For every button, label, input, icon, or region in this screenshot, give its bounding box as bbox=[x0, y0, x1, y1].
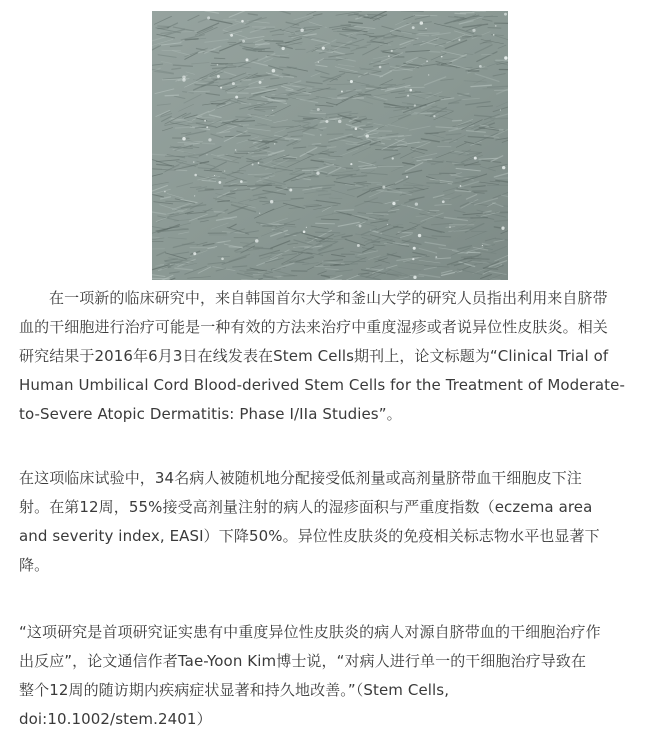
bright-cell-spot bbox=[258, 162, 260, 164]
bright-cell-spot bbox=[193, 161, 195, 163]
bright-cell-spot bbox=[204, 120, 206, 122]
bright-cell-spot bbox=[458, 39, 460, 41]
bright-cell-spot bbox=[206, 154, 207, 155]
bright-cell-spot bbox=[500, 110, 501, 111]
cell-fiber bbox=[256, 44, 270, 45]
bright-cell-spot bbox=[235, 96, 238, 99]
bright-cell-spot bbox=[412, 258, 414, 260]
bright-cell-spot bbox=[493, 34, 495, 36]
paragraph-line: doi:10.1002/stem.2401） bbox=[19, 710, 212, 728]
cell-fiber bbox=[324, 265, 345, 266]
article-paragraph-1 bbox=[19, 284, 641, 458]
bright-cell-spot bbox=[182, 75, 185, 78]
bright-cell-spot bbox=[303, 230, 306, 233]
paragraph-line: 研究结果于2016年6月3日在线发表在Stem Cells期刊上，论文标题为“Clinical Trial of bbox=[19, 347, 609, 365]
paragraph-line: 射。在第12周，55%接受高剂量注射的病人的湿疹面积与严重度指数（eczema area bbox=[19, 498, 593, 516]
cell-fiber bbox=[495, 90, 508, 91]
bright-cell-spot bbox=[232, 82, 235, 85]
bright-cell-spot bbox=[449, 226, 451, 228]
bright-cell-spot bbox=[259, 213, 260, 214]
bright-cell-spot bbox=[206, 126, 208, 128]
paragraph-line: “这项研究是首项研究证实患有中重度异位性皮肤炎的病人对源自脐带血的干细胞治疗作 bbox=[19, 623, 601, 641]
bright-cell-spot bbox=[255, 239, 259, 243]
bright-cell-spot bbox=[241, 20, 244, 23]
article-paragraph-2 bbox=[19, 464, 641, 580]
bright-cell-spot bbox=[460, 185, 462, 187]
bright-cell-spot bbox=[270, 200, 273, 203]
cell-fiber bbox=[316, 223, 335, 224]
bright-cell-spot bbox=[220, 87, 222, 89]
bright-cell-spot bbox=[214, 175, 215, 176]
cell-fiber bbox=[291, 198, 303, 199]
paragraph-line: 血的干细胞进行治疗可能是一种有效的方法来治疗中重度湿疹或者说异位性皮肤炎。相关 bbox=[19, 318, 608, 336]
bright-cell-spot bbox=[221, 257, 224, 260]
bright-cell-spot bbox=[366, 134, 369, 137]
cell-fiber bbox=[344, 261, 366, 262]
bright-cell-spot bbox=[240, 180, 243, 183]
bright-cell-spot bbox=[193, 252, 196, 255]
bright-cell-spot bbox=[420, 21, 423, 24]
bright-cell-spot bbox=[415, 202, 418, 205]
bright-cell-spot bbox=[413, 276, 416, 279]
stem-cell-image bbox=[152, 11, 508, 280]
cell-fiber bbox=[316, 232, 340, 233]
bright-cell-spot bbox=[425, 28, 426, 29]
bright-cell-spot bbox=[217, 75, 220, 78]
bright-cell-spot bbox=[428, 74, 429, 75]
bright-cell-spot bbox=[409, 89, 412, 92]
bright-cell-spot bbox=[224, 170, 225, 171]
bright-cell-spot bbox=[230, 34, 233, 37]
bright-cell-spot bbox=[194, 174, 197, 177]
cell-fiber bbox=[255, 125, 266, 126]
bright-cell-spot bbox=[441, 56, 443, 58]
bright-cell-spot bbox=[392, 157, 394, 159]
bright-cell-spot bbox=[350, 80, 353, 83]
article-paragraph-3 bbox=[19, 618, 641, 734]
cell-fiber bbox=[449, 103, 459, 104]
cell-fiber bbox=[366, 131, 391, 132]
cell-fiber bbox=[429, 51, 440, 52]
cell-fiber bbox=[387, 146, 407, 147]
cell-fiber bbox=[384, 107, 404, 108]
cell-culture-micrograph bbox=[152, 11, 508, 280]
cell-fiber bbox=[488, 28, 501, 29]
bright-cell-spot bbox=[382, 186, 385, 189]
bright-cell-spot bbox=[350, 163, 352, 165]
bright-cell-spot bbox=[272, 110, 273, 111]
bright-cell-spot bbox=[504, 56, 507, 59]
paragraph-line: 降。 bbox=[19, 556, 50, 574]
bright-cell-spot bbox=[435, 256, 437, 258]
bright-cell-spot bbox=[407, 95, 409, 97]
bright-cell-spot bbox=[501, 227, 504, 230]
paragraph-line: 整个12周的随访期内疾病症状显著和持久地改善。”（Stem Cells, bbox=[19, 681, 450, 699]
cell-fiber bbox=[229, 247, 242, 248]
bright-cell-spot bbox=[357, 244, 360, 247]
bright-cell-spot bbox=[433, 115, 435, 117]
bright-cell-spot bbox=[482, 245, 483, 246]
cell-fiber bbox=[368, 15, 386, 16]
bright-cell-spot bbox=[164, 191, 166, 193]
paragraph-line-text: 在一项新的临床研究中，来自韩国首尔大学和釜山大学的研究人员指出利用来自脐带 bbox=[49, 289, 608, 307]
bright-cell-spot bbox=[414, 104, 416, 106]
bright-cell-spot bbox=[392, 202, 395, 205]
bright-cell-spot bbox=[322, 47, 325, 50]
bright-cell-spot bbox=[379, 66, 382, 69]
bright-cell-spot bbox=[359, 225, 362, 228]
cell-fiber bbox=[427, 111, 438, 112]
paragraph-line: and severity index, EASI）下降50%。异位性皮肤炎的免疫相关标志物水平也显著下 bbox=[19, 527, 600, 545]
bright-cell-spot bbox=[418, 234, 421, 237]
bright-cell-spot bbox=[504, 13, 507, 16]
bright-cell-spot bbox=[316, 171, 319, 174]
bright-cell-spot bbox=[252, 163, 254, 165]
bright-cell-spot bbox=[325, 120, 328, 123]
bright-cell-spot bbox=[289, 189, 292, 192]
bright-cell-spot bbox=[502, 166, 505, 169]
bright-cell-spot bbox=[413, 247, 416, 250]
bright-cell-spot bbox=[242, 40, 245, 43]
paragraph-line: Human Umbilical Cord Blood-derived Stem Cells for the Treatment of Moderate- bbox=[19, 376, 626, 394]
bright-cell-spot bbox=[355, 127, 358, 130]
bright-cell-spot bbox=[259, 81, 262, 84]
bright-cell-spot bbox=[426, 60, 428, 62]
bright-cell-spot bbox=[406, 176, 408, 178]
bright-cell-spot bbox=[320, 134, 321, 135]
cell-fiber bbox=[195, 127, 207, 128]
cell-fiber bbox=[165, 95, 178, 96]
paragraph-line: 在这项临床试验中，34名病人被随机地分配接受低剂量或高剂量脐带血干细胞皮下注 bbox=[19, 469, 582, 487]
cell-fiber bbox=[476, 68, 487, 69]
bright-cell-spot bbox=[387, 224, 388, 225]
bright-cell-spot bbox=[412, 26, 415, 29]
cell-fiber bbox=[269, 102, 286, 103]
paragraph-line bbox=[19, 284, 641, 313]
bright-cell-spot bbox=[235, 149, 237, 151]
bright-cell-spot bbox=[207, 16, 210, 19]
paragraph-line: to-Severe Atopic Dermatitis: Phase I/IIa Studies”。 bbox=[19, 405, 402, 423]
cell-fiber bbox=[265, 41, 283, 42]
bright-cell-spot bbox=[300, 28, 304, 32]
bright-cell-spot bbox=[495, 25, 497, 27]
cell-fiber bbox=[158, 26, 170, 27]
bright-cell-spot bbox=[218, 181, 221, 184]
bright-cell-spot bbox=[194, 195, 195, 196]
paragraph-line: 出反应”，论文通信作者Tae-Yoon Kim博士说，“对病人进行单一的干细胞治疗导致在 bbox=[19, 652, 587, 670]
bright-cell-spot bbox=[217, 64, 219, 66]
bright-cell-spot bbox=[318, 61, 319, 62]
bright-cell-spot bbox=[317, 108, 320, 111]
bright-cell-spot bbox=[274, 143, 275, 144]
bright-cell-spot bbox=[281, 47, 284, 50]
bright-cell-spot bbox=[474, 157, 477, 160]
bright-cell-spot bbox=[246, 58, 249, 61]
bright-cell-spot bbox=[208, 138, 211, 141]
bright-cell-spot bbox=[472, 29, 475, 32]
bright-cell-spot bbox=[272, 69, 276, 73]
bright-cell-spot bbox=[391, 50, 393, 52]
bright-cell-spot bbox=[306, 227, 307, 228]
cell-fiber bbox=[271, 78, 279, 79]
cell-fiber bbox=[214, 58, 224, 59]
bright-cell-spot bbox=[479, 65, 482, 68]
bright-cell-spot bbox=[182, 137, 186, 141]
cell-fiber bbox=[253, 248, 272, 249]
bright-cell-spot bbox=[388, 55, 390, 57]
bright-cell-spot bbox=[338, 120, 342, 124]
cell-fiber bbox=[236, 117, 252, 118]
bright-cell-spot bbox=[442, 200, 445, 203]
bright-cell-spot bbox=[341, 91, 343, 93]
